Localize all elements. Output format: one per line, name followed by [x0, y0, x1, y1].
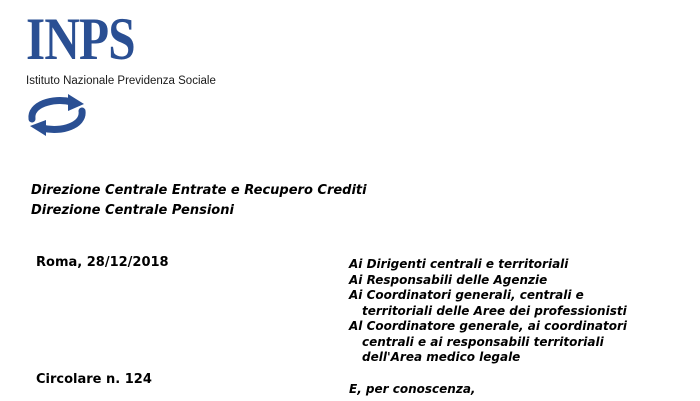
recipient-line: dell'Area medico legale — [362, 350, 521, 364]
recipient-line: territoriali delle Aree dei professionisti — [362, 303, 627, 318]
recipient-line: centrali e ai responsabili territoriali — [362, 334, 604, 349]
circular-number: Circolare n. 124 — [36, 372, 152, 387]
logo-wordmark: INPS — [26, 6, 135, 72]
recipient-line: Ai Responsabili delle Agenzie — [349, 272, 548, 287]
recipient-line: Ai Coordinatori generali, centrali e — [349, 288, 584, 302]
recipient-line: Ai Dirigenti centrali e territoriali — [349, 257, 569, 271]
for-information-label: E, per conoscenza, — [349, 382, 476, 396]
directorates-block — [31, 181, 367, 221]
recipients-list — [349, 257, 694, 366]
directorate-line: Direzione Centrale Pensioni — [31, 203, 234, 218]
directorate-line: Direzione Centrale Entrate e Recupero Crediti — [31, 183, 367, 198]
place-date: Roma, 28/12/2018 — [36, 255, 169, 270]
logo-subtitle: Istituto Nazionale Previdenza Sociale — [26, 75, 216, 87]
circular-arrows-icon — [22, 93, 92, 137]
inps-logo — [22, 8, 222, 138]
recipient-line: Al Coordinatore generale, ai coordinatori — [349, 319, 628, 333]
